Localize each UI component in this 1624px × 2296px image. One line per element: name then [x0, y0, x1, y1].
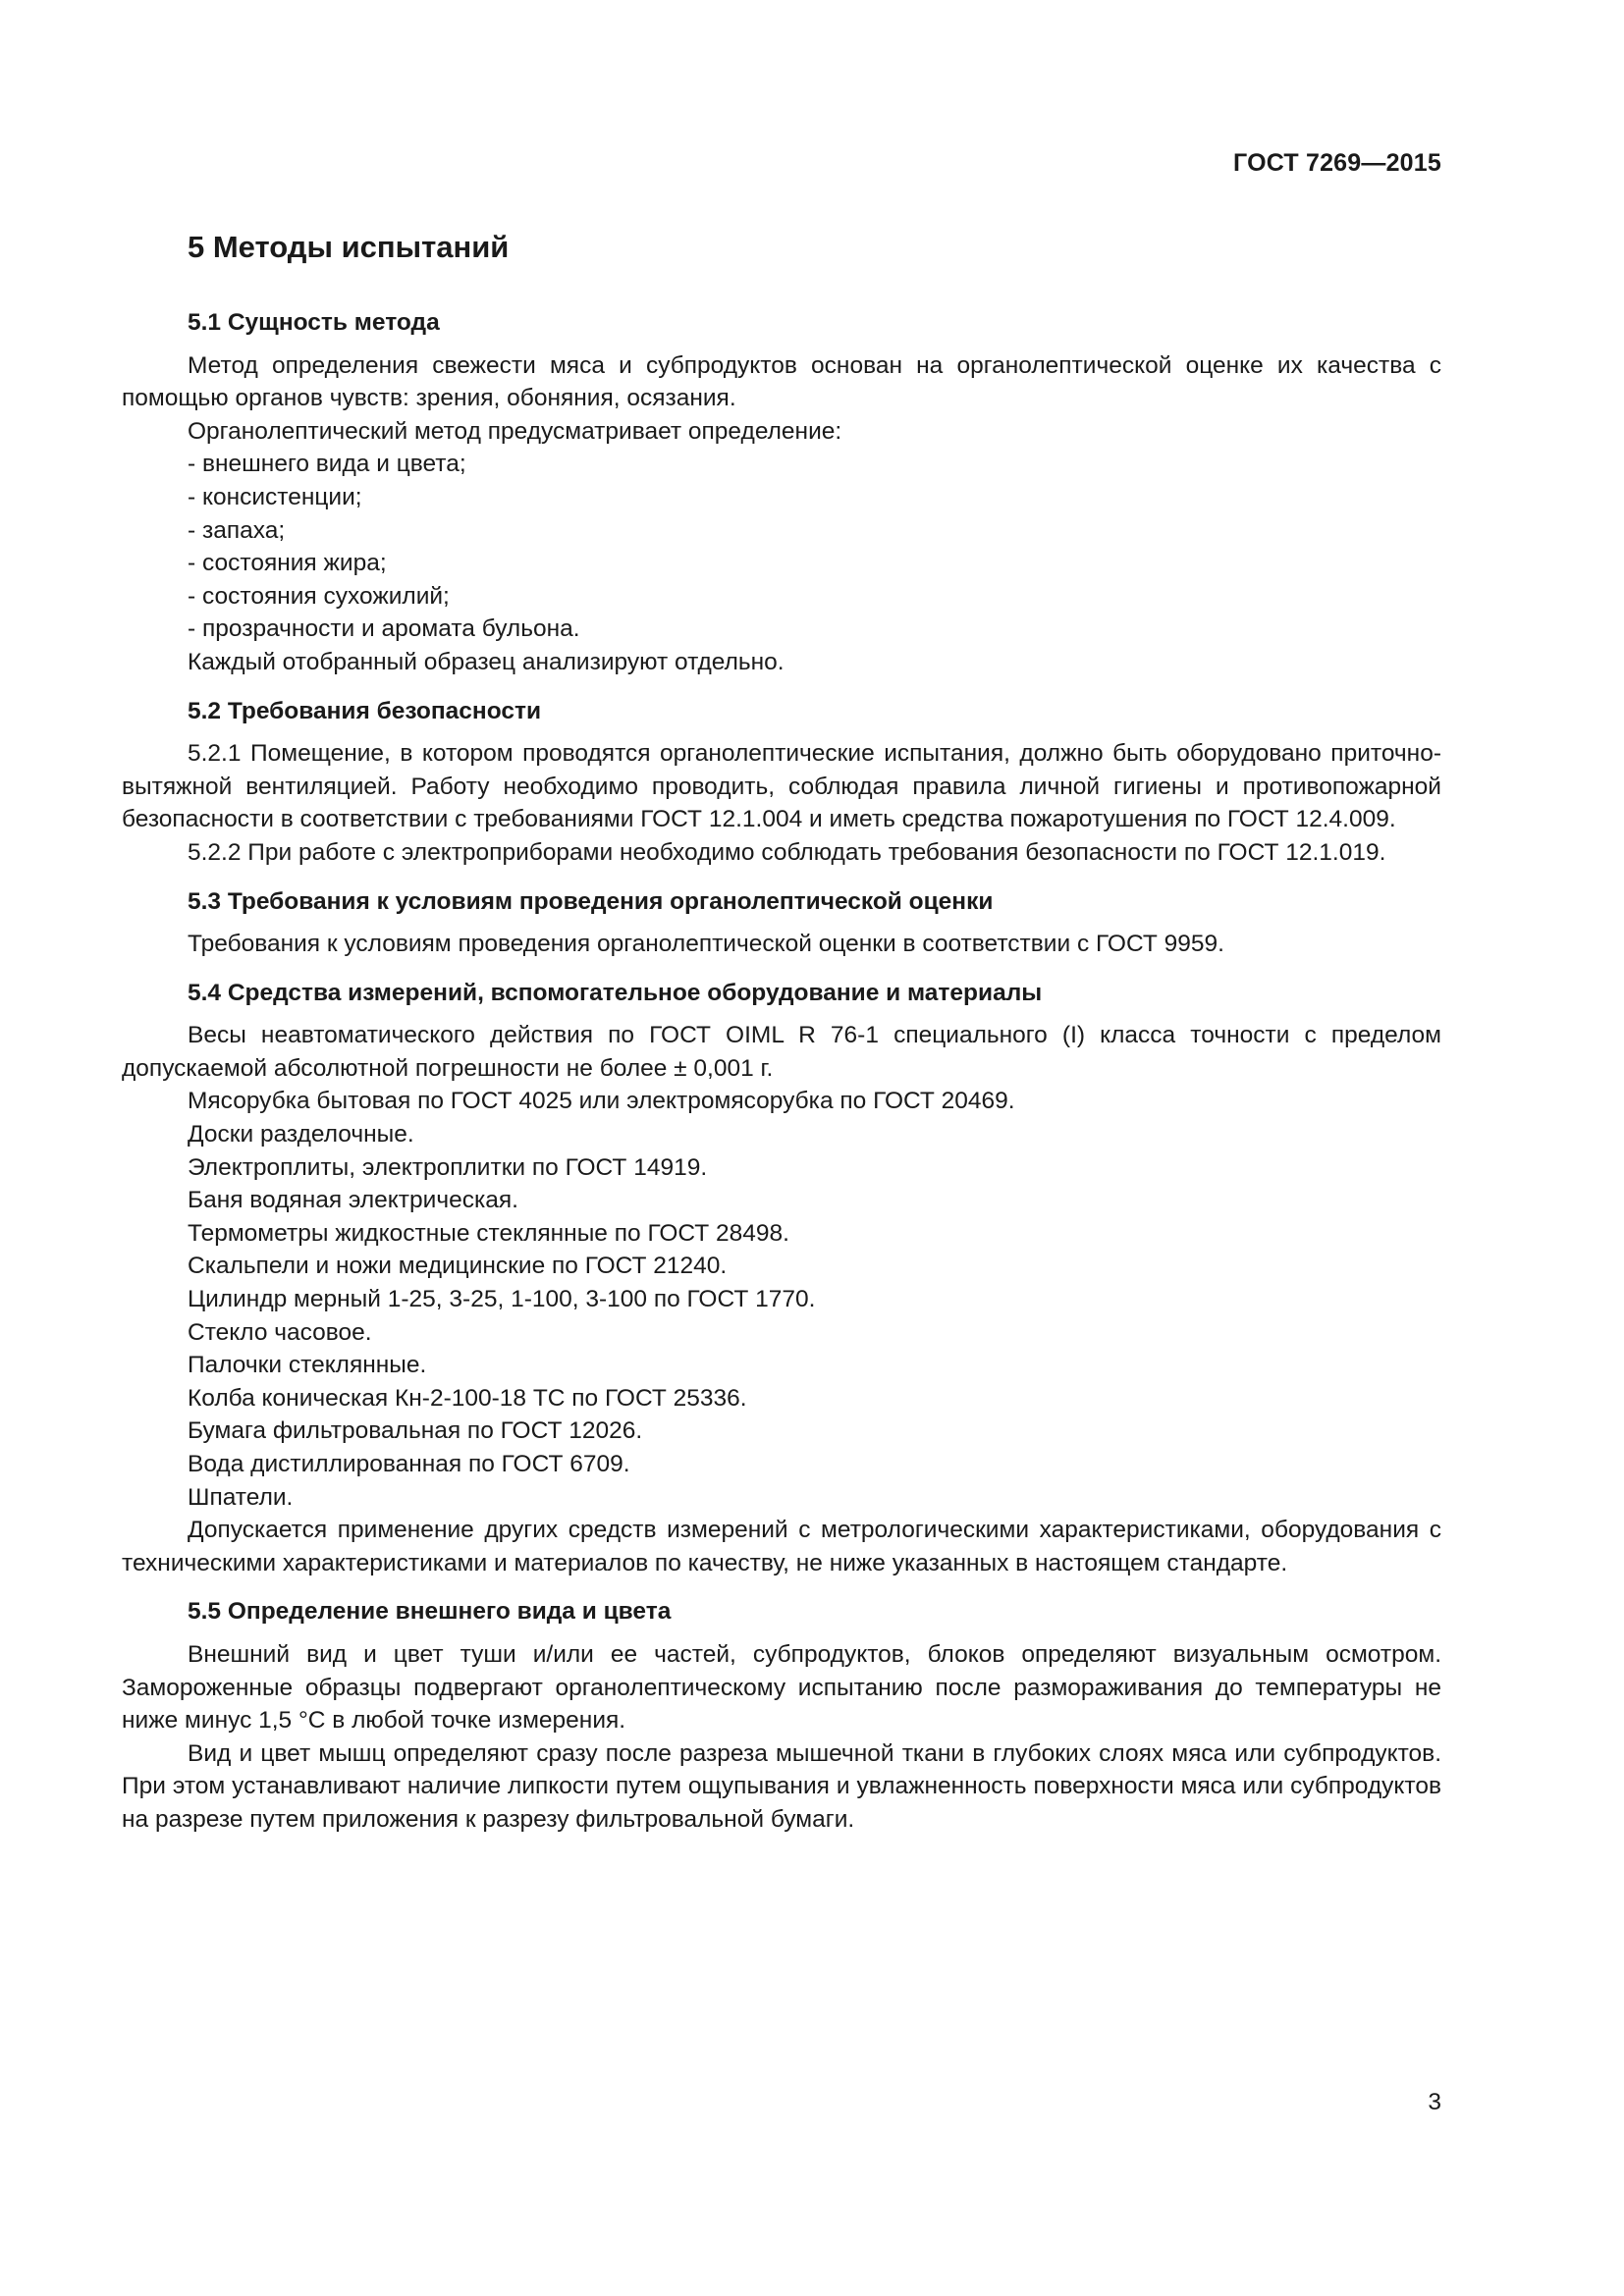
paragraph: Внешний вид и цвет туши и/или ее частей, субпродуктов, блоков определяют визуальным осмотром. Замороженные образцы подвергают органолептическому испытанию после размораживания до температуры не ниже минус 1,5 °С в любой точке измерения.	[122, 1640, 1441, 1735]
list-item: - внешнего вида и цвета;	[188, 451, 466, 478]
list-item: - консистенции;	[188, 483, 362, 510]
list-item: - прозрачности и аромата бульона.	[188, 615, 580, 643]
standard-number: ГОСТ 7269—2015	[1233, 149, 1441, 177]
equipment-item: Вода дистиллированная по ГОСТ 6709.	[188, 1451, 630, 1477]
equipment-item: Доски разделочные.	[188, 1121, 414, 1148]
equipment-item: Цилиндр мерный 1-25, 3-25, 1-100, 3-100 по ГОСТ 1770.	[188, 1286, 816, 1313]
paragraph: Допускается применение других средств измерений с метрологическими характеристиками, оборудования с техническими характеристиками и материалов по качеству, не ниже указанных в настоящем стандарте.	[122, 1517, 1441, 1576]
list-item: - состояния жира;	[188, 550, 387, 577]
equipment-item: Электроплиты, электроплитки по ГОСТ 14919.	[188, 1153, 708, 1181]
list-item: - запаха;	[188, 516, 286, 544]
paragraph: 5.2.1 Помещение, в котором проводятся органолептические испытания, должно быть оборудовано приточно-вытяжной вентиляцией. Работу необходимо проводить, соблюдая правила личной гигиены и противопожарной безопасности в соответствии с требованиями ГОСТ 12.1.004 и иметь средства пожаротушения по ГОСТ 12.4.009.	[122, 740, 1441, 833]
equipment-item: Бумага фильтровальная по ГОСТ 12026.	[188, 1417, 643, 1445]
subsection-title-5-2: 5.2 Требования безопасности	[188, 697, 542, 724]
paragraph: Весы неавтоматического действия по ГОСТ OIML R 76-1 специального (I) класса точности с пределом допускаемой абсолютной погрешности не более ± 0,001 г.	[122, 1022, 1441, 1082]
list-item: - состояния сухожилий;	[188, 582, 450, 610]
page-number: 3	[1428, 2089, 1441, 2115]
paragraph: Органолептический метод предусматривает определение:	[188, 417, 842, 445]
subsection-title-5-3: 5.3 Требования к условиям проведения органолептической оценки	[188, 887, 994, 915]
paragraph: Каждый отобранный образец анализируют отдельно.	[188, 648, 785, 675]
method-list	[122, 448, 1441, 646]
equipment-item: Шпатели.	[188, 1483, 294, 1511]
paragraph: Метод определения свежести мяса и субпродуктов основан на органолептической оценке их качества с помощью органов чувств: зрения, обоняния, осязания.	[122, 351, 1441, 412]
equipment-item: Баня водяная электрическая.	[188, 1187, 518, 1214]
paragraph: Требования к условиям проведения органолептической оценки в соответствии с ГОСТ 9959.	[188, 931, 1224, 958]
section-title: 5 Методы испытаний	[188, 230, 510, 264]
equipment-item: Мясорубка бытовая по ГОСТ 4025 или электромясорубка по ГОСТ 20469.	[188, 1088, 1015, 1115]
subsection-title-5-1: 5.1 Сущность метода	[188, 309, 440, 336]
equipment-item: Палочки стеклянные.	[188, 1352, 427, 1379]
equipment-item: Термометры жидкостные стеклянные по ГОСТ 28498.	[188, 1219, 789, 1247]
subsection-title-5-4: 5.4 Средства измерений, вспомогательное оборудование и материалы	[188, 979, 1043, 1006]
equipment-item: Скальпели и ножи медицинские по ГОСТ 21240.	[188, 1253, 728, 1280]
equipment-item: Стекло часовое.	[188, 1318, 372, 1346]
paragraph: 5.2.2 При работе с электроприборами необходимо соблюдать требования безопасности по ГОСТ 12.1.019.	[188, 838, 1386, 866]
subsection-title-5-5: 5.5 Определение внешнего вида и цвета	[188, 1598, 672, 1626]
page-content	[122, 228, 1441, 1837]
equipment-item: Колба коническая Кн-2-100-18 ТС по ГОСТ 25336.	[188, 1384, 747, 1412]
paragraph: Вид и цвет мышц определяют сразу после разреза мышечной ткани в глубоких слоях мяса или субпродуктов. При этом устанавливают наличие липкости путем ощупывания и увлажненность поверхности мяса или субпродуктов на разрезе путем приложения к разрезу фильтровальной бумаги.	[122, 1739, 1441, 1833]
